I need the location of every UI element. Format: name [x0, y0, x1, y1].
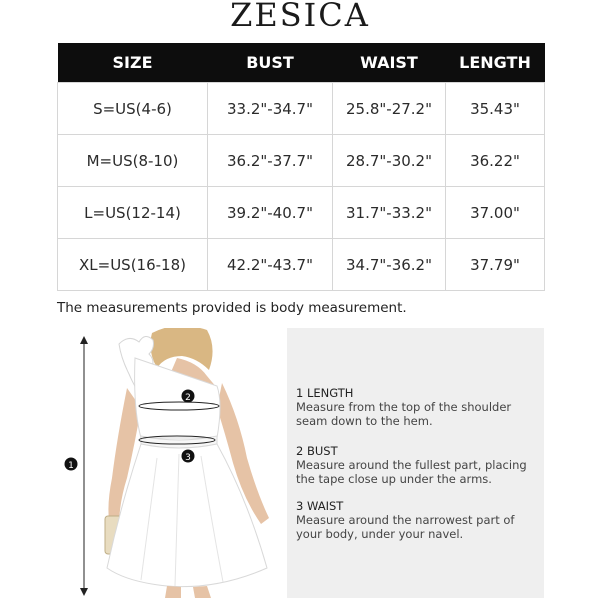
header-bust: BUST [208, 43, 333, 83]
model-photo [57, 328, 287, 598]
brand-logo: ZESICA [230, 0, 370, 34]
length-cell: 35.43" [446, 83, 545, 135]
instruction-text: Measure from the top of the shoulder [296, 400, 512, 414]
instruction-length [296, 386, 511, 428]
instruction-waist [296, 499, 514, 541]
instruction-text: the tape close up under the arms. [296, 472, 492, 486]
marker-1-icon [65, 458, 78, 472]
instruction-title: 1 LENGTH [296, 386, 354, 400]
size-chart-table [57, 43, 545, 291]
table-row [58, 83, 545, 135]
bust-cell: 42.2"-43.7" [208, 239, 333, 291]
header-waist: WAIST [333, 43, 446, 83]
instruction-text: your body, under your navel. [296, 527, 464, 541]
waist-cell: 28.7"-30.2" [333, 135, 446, 187]
bust-cell: 39.2"-40.7" [208, 187, 333, 239]
waist-cell: 25.8"-27.2" [333, 83, 446, 135]
size-cell: S=US(4-6) [58, 83, 208, 135]
waist-cell: 31.7"-33.2" [333, 187, 446, 239]
measurement-note: The measurements provided is body measurement. [57, 300, 407, 316]
length-cell: 36.22" [446, 135, 545, 187]
svg-text:1: 1 [68, 461, 74, 471]
bust-cell: 36.2"-37.7" [208, 135, 333, 187]
table-row [58, 187, 545, 239]
instruction-text: seam down to the hem. [296, 414, 433, 428]
table-header-row [58, 43, 545, 83]
instruction-text: Measure around the fullest part, placing [296, 458, 527, 472]
size-cell: L=US(12-14) [58, 187, 208, 239]
svg-text:3: 3 [185, 453, 191, 463]
size-cell: M=US(8-10) [58, 135, 208, 187]
instruction-text: Measure around the narrowest part of [296, 513, 515, 527]
size-cell: XL=US(16-18) [58, 239, 208, 291]
waist-cell: 34.7"-36.2" [333, 239, 446, 291]
instruction-title: 2 BUST [296, 444, 338, 458]
length-cell: 37.00" [446, 187, 545, 239]
header-size: SIZE [58, 43, 208, 83]
length-cell: 37.79" [446, 239, 545, 291]
svg-text:2: 2 [185, 393, 191, 403]
instruction-bust [296, 444, 527, 486]
table-row [58, 135, 545, 187]
table-row [58, 239, 545, 291]
measurement-instructions-panel [287, 328, 544, 598]
instruction-title: 3 WAIST [296, 499, 344, 513]
header-length: LENGTH [446, 43, 545, 83]
bust-cell: 33.2"-34.7" [208, 83, 333, 135]
